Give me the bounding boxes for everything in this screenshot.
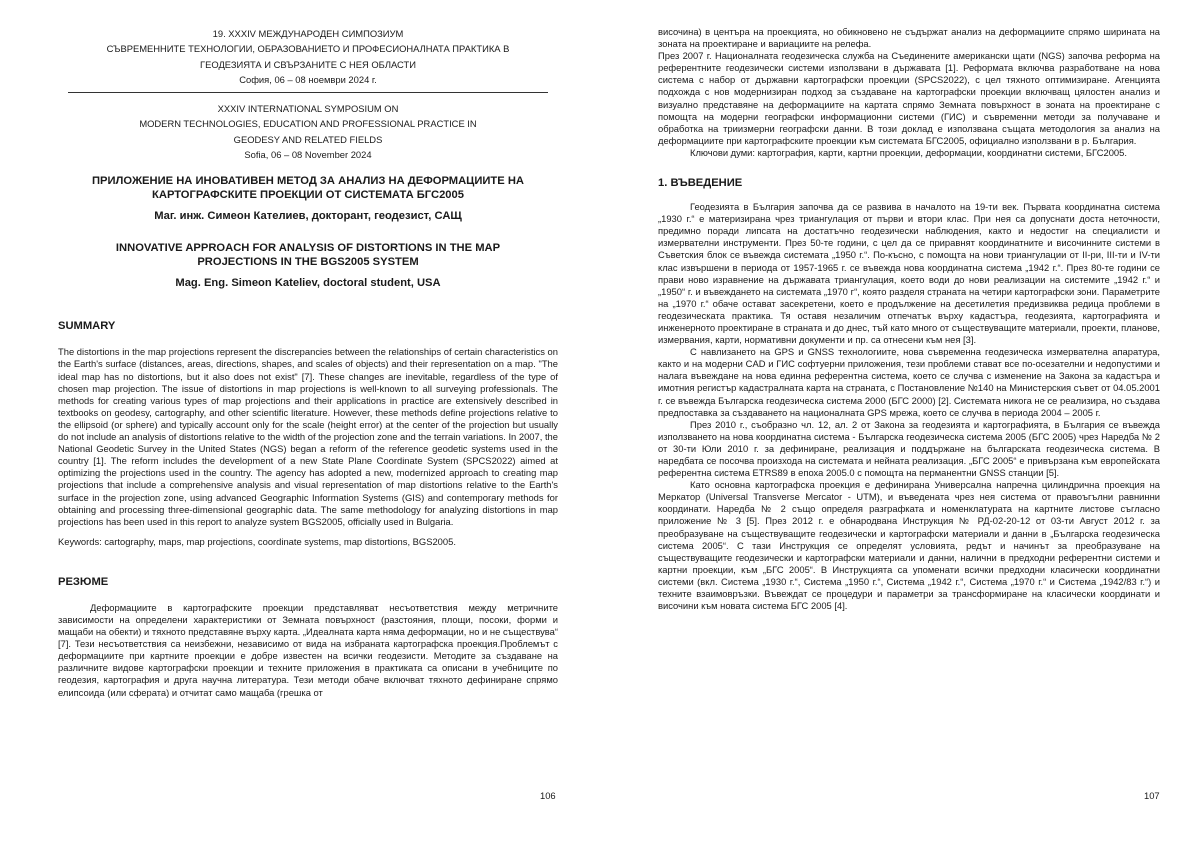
symposium-header-en xyxy=(58,101,558,162)
paper-title-en: INNOVATIVE APPROACH FOR ANALYSIS OF DISTORTIONS IN THE MAP PROJECTIONS IN THE BGS2005 SYSTEM xyxy=(115,242,501,269)
resume-continuation: През 2007 г. Националната геодезическа служба на Съединените американски щати (NGS) започва реформа на референтните геодезически системи използвани в държавата [1]. Реформата включва разработване на нова система с набор от държавни картографски проекции (SPCS2022), с цел тяхното оптимизиране. Агенцията подхожда с нов модернизиран подход за създаване на картографски проекции включващ цялостен анализ и визуално представяне на деформациите на картата спрямо Земната повърхност в зоната на проектиране с помощта на модерни географски информационни системи (ГИС) и съвременни методи за получаване и обработка на триизмерни географски данни. В този доклад е използвана същата методология за анализ на деформациите при картографските проекции към системата БГС2005, официално използвани в р. България. xyxy=(658,50,1160,146)
page-number: 107 xyxy=(1144,790,1160,801)
header-line: СЪВРЕМЕННИТЕ ТЕХНОЛОГИИ, ОБРАЗОВАНИЕТО И ПРОФЕСИОНАЛНАТА ПРАКТИКА В xyxy=(106,43,510,55)
header-line: 19. XXXIV МЕЖДУНАРОДЕН СИМПОЗИУМ xyxy=(212,28,404,39)
intro-paragraph: С навлизането на GPS и GNSS технологиите, нова съвременна геодезическа измервателна апаратура, както и на модерни CAD и ГИС софтуерни приложения, тези проблеми стават все по-осезателни и недопустими и налага въвеждане на нова единна референтна система, което се случва с изменение на Закона за кадастъра и имотния регистър кадастралната карта на страната, с Постановление №140 на Министерския съвет от 04.05.2001 г. се въвежда Българска геодезическа система 2000 (БГС 2000) [2]. Системата никога не се реализира, но създава предпоставка за създаването на националната GPS мрежа, което се случва в периода 2004 – 2005 г. xyxy=(658,346,1160,418)
intro-paragraph: Геодезията в България започва да се развива в началото на 19-ти век. Първата координатна система „1930 г.“ е материзирана чрез триангулация от първи и втори клас. При нея са допуснати доста неточности, предимно поради липсата на достатъчно геодезически наблюдения, както и недостиг на специалисти и измервателни инструменти. През 50-те години, с цел да се приравнят координатните и височинните системи в Съветския блок се въвежда системата „1950 г.“. По-късно, с помощта на нови триангулации от II-ри, III-ти и IV-ти клас извършени в периода от 1957-1965 г. се въвежда нова координатна система „1942 г.“. През 80-те години се прави ново изравнение на държавата триангулация, което води до нови реализации на системите „1942 г.“ и „1950“ г. и въвеждането на системата „1970 г“, която разделя страната на четири картографски зони. Параметрите на „1970 г.“ обаче остават засекретени, което е продължение на десетилетия предизвиква редица проблеми в геодезическата практика. Тя оставя незаличим отпечатък върху кадастъра, геодезията, картографията и инженерното проектиране в страната и до днес, тъй като много от съществуващите материали, проекти, планове, измервания, карти, нормативни документи и пр. са отнесени към нея [3]. xyxy=(658,201,1160,346)
resume-text: Деформациите в картографските проекции представляват несъответствия между метричните зависимости на определени характеристики от Земната повърхност (разстояния, площи, посоки, форми и мащаби на обекти) и тяхното представяне върху карта. „Идеалната карта няма деформации, но и не съществува“ [7]. Тези несъответствия са неизбежни, независимо от вида на избраната картографска проекция.Проблемът с деформациите при картните проекции е добре известен на всички геодезисти. Методите за създаване на различните видове картографски проекции и техните приложения в практиката са описани в учебниците по геодезия, картография и друга научна литература. Тези методи обаче включват тяхното дефиниране спрямо елипсоида (или сферата) и отчитат само мащаба (грешка от xyxy=(58,601,558,698)
header-line: ГЕОДЕЗИЯТА И СВЪРЗАНИТЕ С НЕЯ ОБЛАСТИ xyxy=(200,58,416,70)
keywords-bg: Ключови думи: картография, карти, картни проекции, деформации, координатни системи, БГС2005. xyxy=(690,146,1127,158)
summary-text: The distortions in the map projections represent the discrepancies between the relationships of certain characteristics on the Earth's surface (distances, areas, directions, shapes, and scales of objects) and their representation on a map. "The ideal map has no distortions, but it also does not exist" [7]. These changes are inevitable, regardless of the type of chosen map projection. The issue of distortions in map projections is well-known to all surveying professionals. The methods for creating various types of map projections and their applications in practice are extensively described in textbooks on geodesy, cartography, and other scientific literature. However, these methods define projections relative to the ellipsoid (or sphere) and typically account only for the scale (height error) at the center of the projection but usually do not include an analysis of distortions relative to the width of the projection zone and the terrain variations. In 2007, the National Geodetic Survey in the United States (NGS) began a reform of the reference geodetic systems used in the country [1]. The reform includes the development of a new State Plane Coordinate System (SPCS2022) aimed at optimizing the projections used in the country. The agency has adopted a new, modernized approach to creating map projections that include a comprehensive analysis and visual representation of map distortions relative to the Earth's surface in the projection zone, using advanced Geographic Information Systems (GIS) and contemporary methods for obtaining and processing three-dimensional geographic data. The same methodology for analyzing distortions in map projections has been used in this report to analyze system BGS2005, officially used in Bulgaria. xyxy=(58,346,558,527)
right-page xyxy=(600,0,1200,849)
author-bg: Маг. инж. Симеон Кателиев, докторант, геодезист, САЩ xyxy=(154,210,462,223)
header-line: MODERN TECHNOLOGIES, EDUCATION AND PROFESSIONAL PRACTICE IN xyxy=(139,118,477,130)
page-number: 106 xyxy=(540,790,556,801)
header-line: XXXIV INTERNATIONAL SYMPOSIUM ON xyxy=(217,103,399,115)
header-divider xyxy=(68,92,548,93)
intro-paragraph: През 2010 г., съобразно чл. 12, ал. 2 от Закона за геодезията и картографията, в България се въвежда използването на нова координатна система - Българска геодезическа система 2005 (БГС 2005) чрез Наредба № 2 от 30-ти Юли 2010 г. за дефиниране, реализация и поддържане на българската геодезическа система. В наредбата се посочва произхода на системата и нейната реализация. „БГС 2005“ е привързана към европейската референтна система ETRS89 в епоха 2005.0 с помощта на перманентни GNSS станции [5]. xyxy=(658,418,1160,479)
introduction-heading: 1. ВЪВЕДЕНИЕ xyxy=(658,177,743,190)
intro-paragraph: Като основна картографска проекция е дефинирана Универсална напречна цилиндрична проекция на Меркатор (Universal Transverse Mercator - UTM), и въведената чрез нея система от правоъгълни равнинни координати. Наредба № 2 също определя разграфката и номенклатурата на картните листове съгласно приложение № 3 [5]. През 2012 г. е обнародвана Инструкция № РД-02-20-12 от 03-ти Август 2012 г. за преобразуване на съществуващите геодезически и картографски материали и данни в „Българска геодезическа система 2005“. С тази Инструкция се определят условията, редът и начинът за преобразуване на съществуващите геодезически и картографски материали и данни, налични в предходни референтни системи и картни проекции, към „БГС 2005“. В Инструкцията са упоменати всички предходни класически координатни системи (вкл. Система „1930 г.“, Система „1950 г.“, Система „1942 г.“, Система „1970 г.“ и Система „1942/83 г.“) и техните взаимовръзки. Въвеждат се процедури и параметри за трансформиране на класически координати и височини към новата система БГС 2005 [4]. xyxy=(658,479,1160,612)
header-line: Sofia, 06 – 08 November 2024 xyxy=(244,149,372,161)
resume-heading: РЕЗЮМЕ xyxy=(58,575,109,588)
keywords-en: Keywords: cartography, maps, map projections, coordinate systems, map distortions, BGS2005. xyxy=(58,535,456,547)
summary-heading: SUMMARY xyxy=(58,320,116,333)
author-en: Mag. Eng. Simeon Kateliev, doctoral student, USA xyxy=(175,277,441,290)
paper-title-bg: ПРИЛОЖЕНИЕ НА ИНОВАТИВЕН МЕТОД ЗА АНАЛИЗ НА ДЕФОРМАЦИИТЕ НА КАРТОГРАФСКИТЕ ПРОЕКЦИИ ОТ СИСТЕМАТА БГС2005 xyxy=(92,175,524,202)
header-line: GEODESY AND RELATED FIELDS xyxy=(233,133,383,145)
header-line: София, 06 – 08 ноември 2024 г. xyxy=(239,73,377,85)
resume-continuation: височина) в центъра на проекцията, но обикновено не съдържат анализ на деформациите спрямо ширината на зоната на проектиране и вариациите на релефа. xyxy=(658,26,1160,50)
symposium-header-bg xyxy=(58,26,558,87)
